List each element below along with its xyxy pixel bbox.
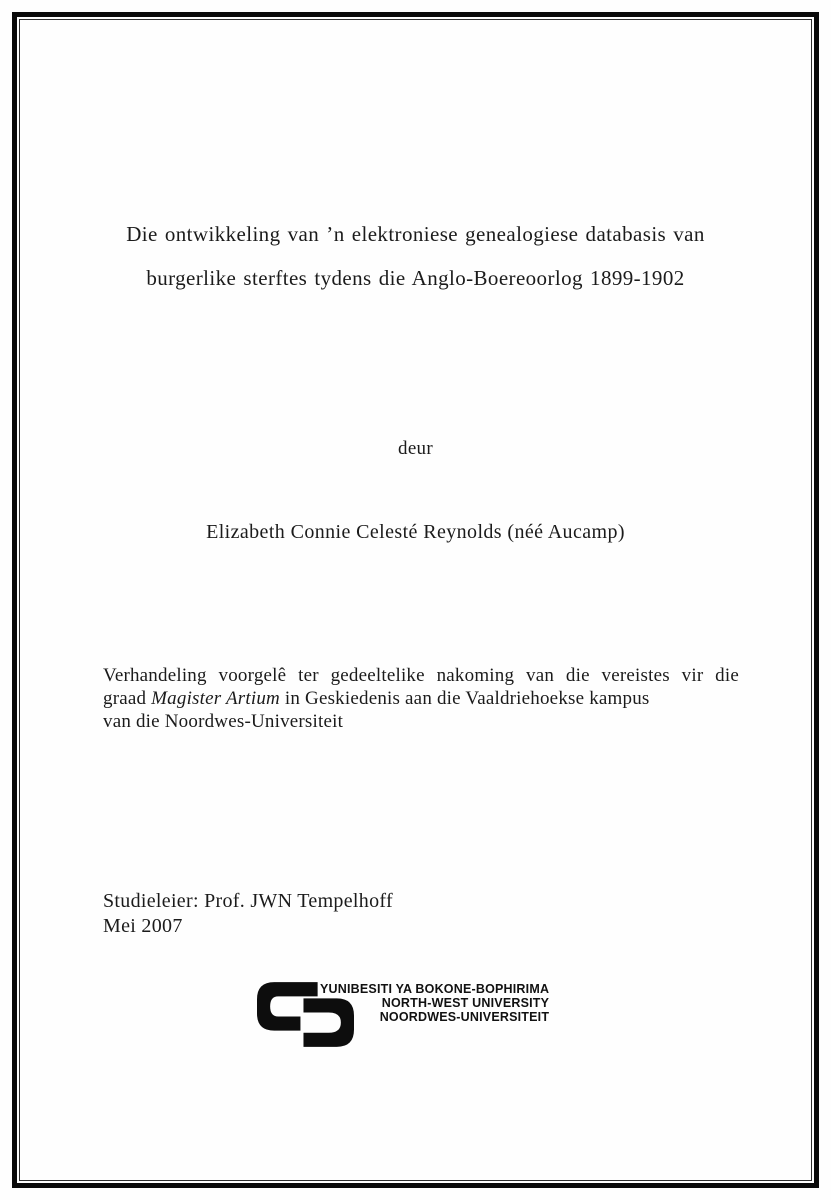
degree-statement-line-2-suffix: in Geskiedenis aan die Vaaldriehoekse kampus xyxy=(279,688,650,709)
degree-statement-line-1: Verhandeling voorgelê ter gedeeltelike nakoming van die vereistes vir die xyxy=(103,665,739,686)
supervisor-block xyxy=(103,889,393,939)
degree-statement-line-2 xyxy=(103,687,739,710)
nwu-logo-text xyxy=(320,982,549,1024)
degree-statement-line-3: van die Noordwes-Universiteit xyxy=(103,711,344,732)
author-name: Elizabeth Connie Celesté Reynolds (néé Aucamp) xyxy=(206,521,625,543)
logo-line-afrikaans: NOORDWES-UNIVERSITEIT xyxy=(379,1010,550,1024)
thesis-title-line-2: burgerlike sterftes tydens die Anglo-Boereoorlog 1899-1902 xyxy=(146,266,685,290)
supervisor-line: Studieleier: Prof. JWN Tempelhoff xyxy=(103,890,393,912)
logo-line-english: NORTH-WEST UNIVERSITY xyxy=(381,996,550,1010)
degree-statement-line-2-prefix: graad xyxy=(103,688,152,709)
date-line: Mei 2007 xyxy=(103,915,183,937)
degree-statement xyxy=(103,664,739,733)
thesis-title-line-1: Die ontwikkeling van ’n elektroniese genealogiese databasis van xyxy=(126,222,705,246)
thesis-title xyxy=(0,212,831,300)
logo-line-setswana: YUNIBESITI YA BOKONE-BOPHIRIMA xyxy=(320,982,550,996)
byline-deur: deur xyxy=(398,438,433,459)
magister-artium-italic: Magister Artium xyxy=(151,688,280,709)
